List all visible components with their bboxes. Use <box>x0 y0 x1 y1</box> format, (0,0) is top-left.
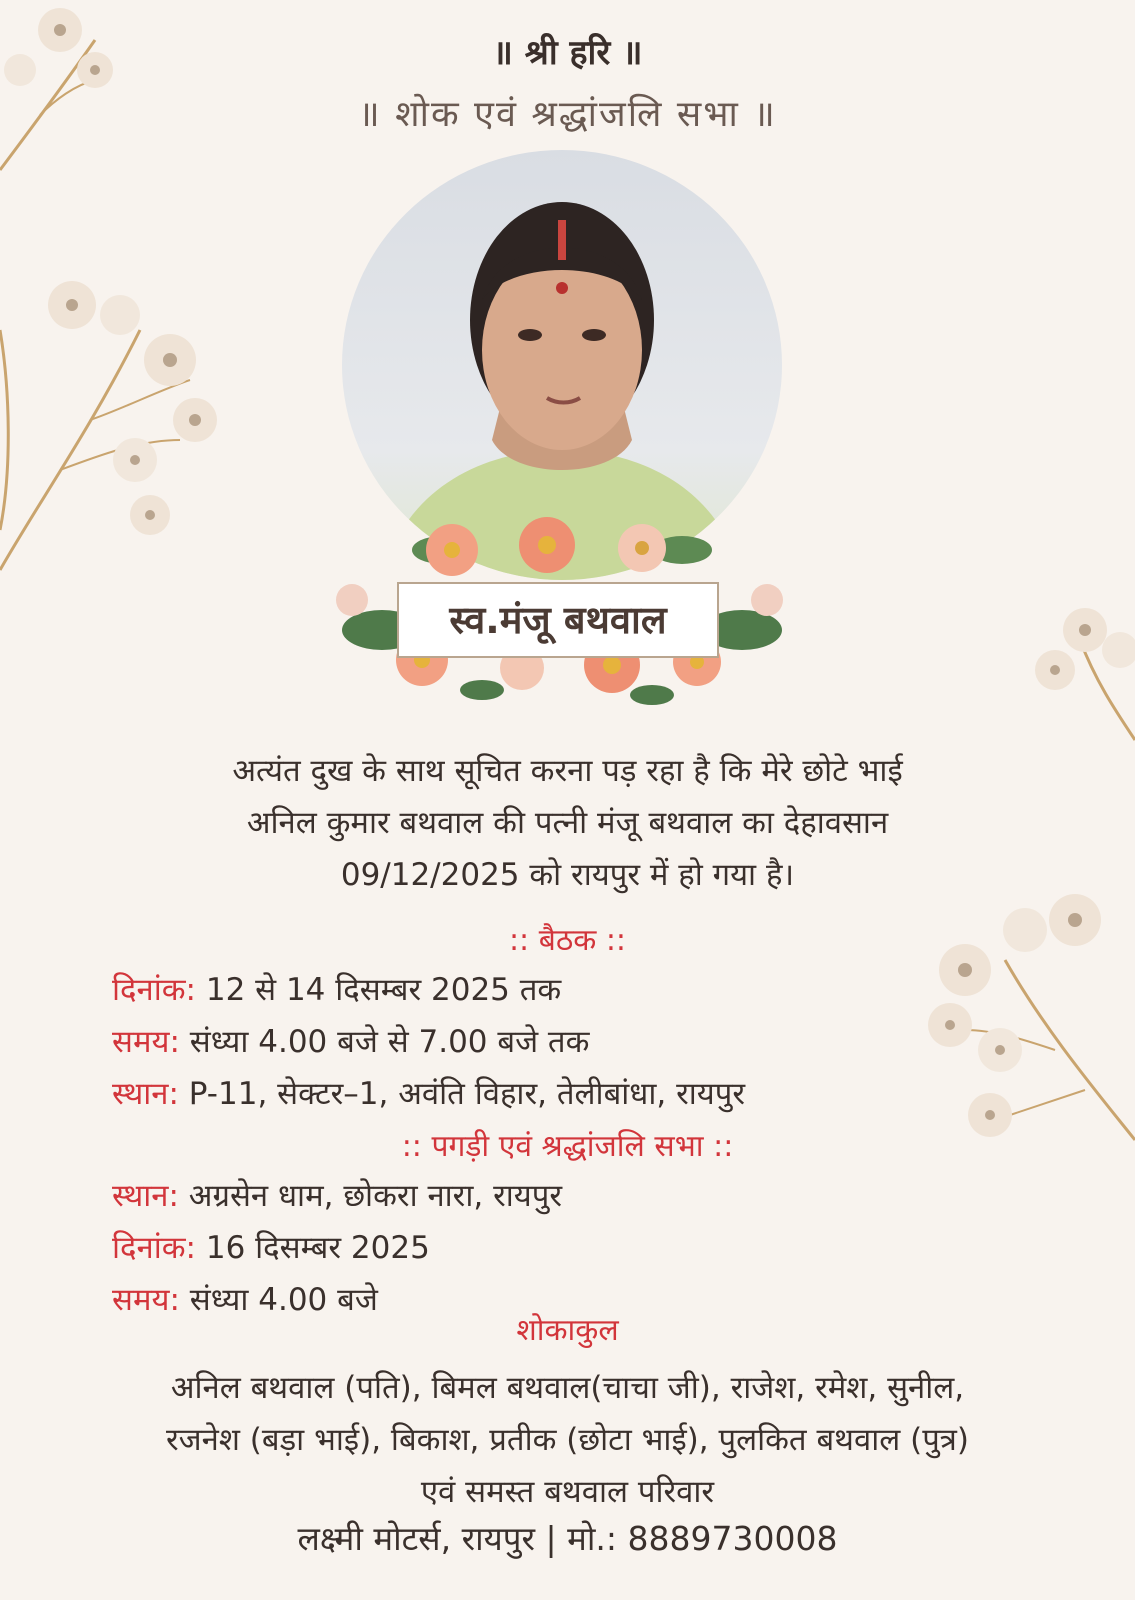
baithak-date-row <box>112 968 561 1010</box>
date-value: 12 से 14 दिसम्बर 2025 तक <box>205 972 562 1008</box>
announcement-line: 09/12/2025 को रायपुर में हो गया है। <box>340 857 795 893</box>
announcement-text <box>0 745 1135 901</box>
place-value: अग्रसेन धाम, छोकरा नारा, रायपुर <box>188 1178 563 1214</box>
time-label: समय: <box>112 1282 180 1318</box>
deceased-name: स्व.मंजू बथवाल <box>397 582 719 658</box>
footer-contact: लक्ष्मी मोटर्स, रायपुर | मो.: 8889730008 <box>297 1519 838 1558</box>
pagdi-date-row <box>112 1226 430 1268</box>
announcement-line: अनिल कुमार बथवाल की पत्नी मंजू बथवाल का देहावसान <box>246 805 889 841</box>
mourners-heading: शोकाकुल <box>516 1313 619 1348</box>
mourners-line: एवं समस्त बथवाल परिवार <box>420 1474 715 1510</box>
date-value: 16 दिसम्बर 2025 <box>205 1230 430 1266</box>
date-label: दिनांक: <box>112 1230 196 1266</box>
mourners-list <box>0 1362 1135 1518</box>
floral-branch-right-upper <box>1025 600 1135 750</box>
mourners-line: अनिल बथवाल (पति), बिमल बथवाल(चाचा जी), राजेश, रमेश, सुनील, <box>170 1370 965 1406</box>
time-label: समय: <box>112 1024 180 1060</box>
announcement-line: अत्यंत दुख के साथ सूचित करना पड़ रहा है कि मेरे छोटे भाई <box>232 753 903 789</box>
place-label: स्थान: <box>112 1076 179 1112</box>
baithak-time-row <box>112 1020 589 1062</box>
pagdi-place-row <box>112 1174 562 1216</box>
mourners-line: रजनेश (बड़ा भाई), बिकाश, प्रतीक (छोटा भाई), पुलकित बथवाल (पुत्र) <box>165 1422 970 1458</box>
time-value: संध्या 4.00 बजे <box>189 1282 378 1318</box>
baithak-place-row <box>112 1072 745 1114</box>
place-label: स्थान: <box>112 1178 179 1214</box>
date-label: दिनांक: <box>112 972 196 1008</box>
time-value: संध्या 4.00 बजे से 7.00 बजे तक <box>189 1024 590 1060</box>
page-title: ॥ शोक एवं श्रद्धांजलि सभा ॥ <box>358 94 777 135</box>
invocation-heading: ॥ श्री हरि ॥ <box>492 33 643 73</box>
pagdi-heading: :: पगड़ी एवं श्रद्धांजलि सभा :: <box>401 1129 734 1164</box>
place-value: P-11, सेक्टर–1, अवंति विहार, तेलीबांधा, रायपुर <box>188 1076 746 1112</box>
baithak-heading: :: बैठक :: <box>508 923 627 958</box>
floral-branch-left <box>0 270 230 580</box>
